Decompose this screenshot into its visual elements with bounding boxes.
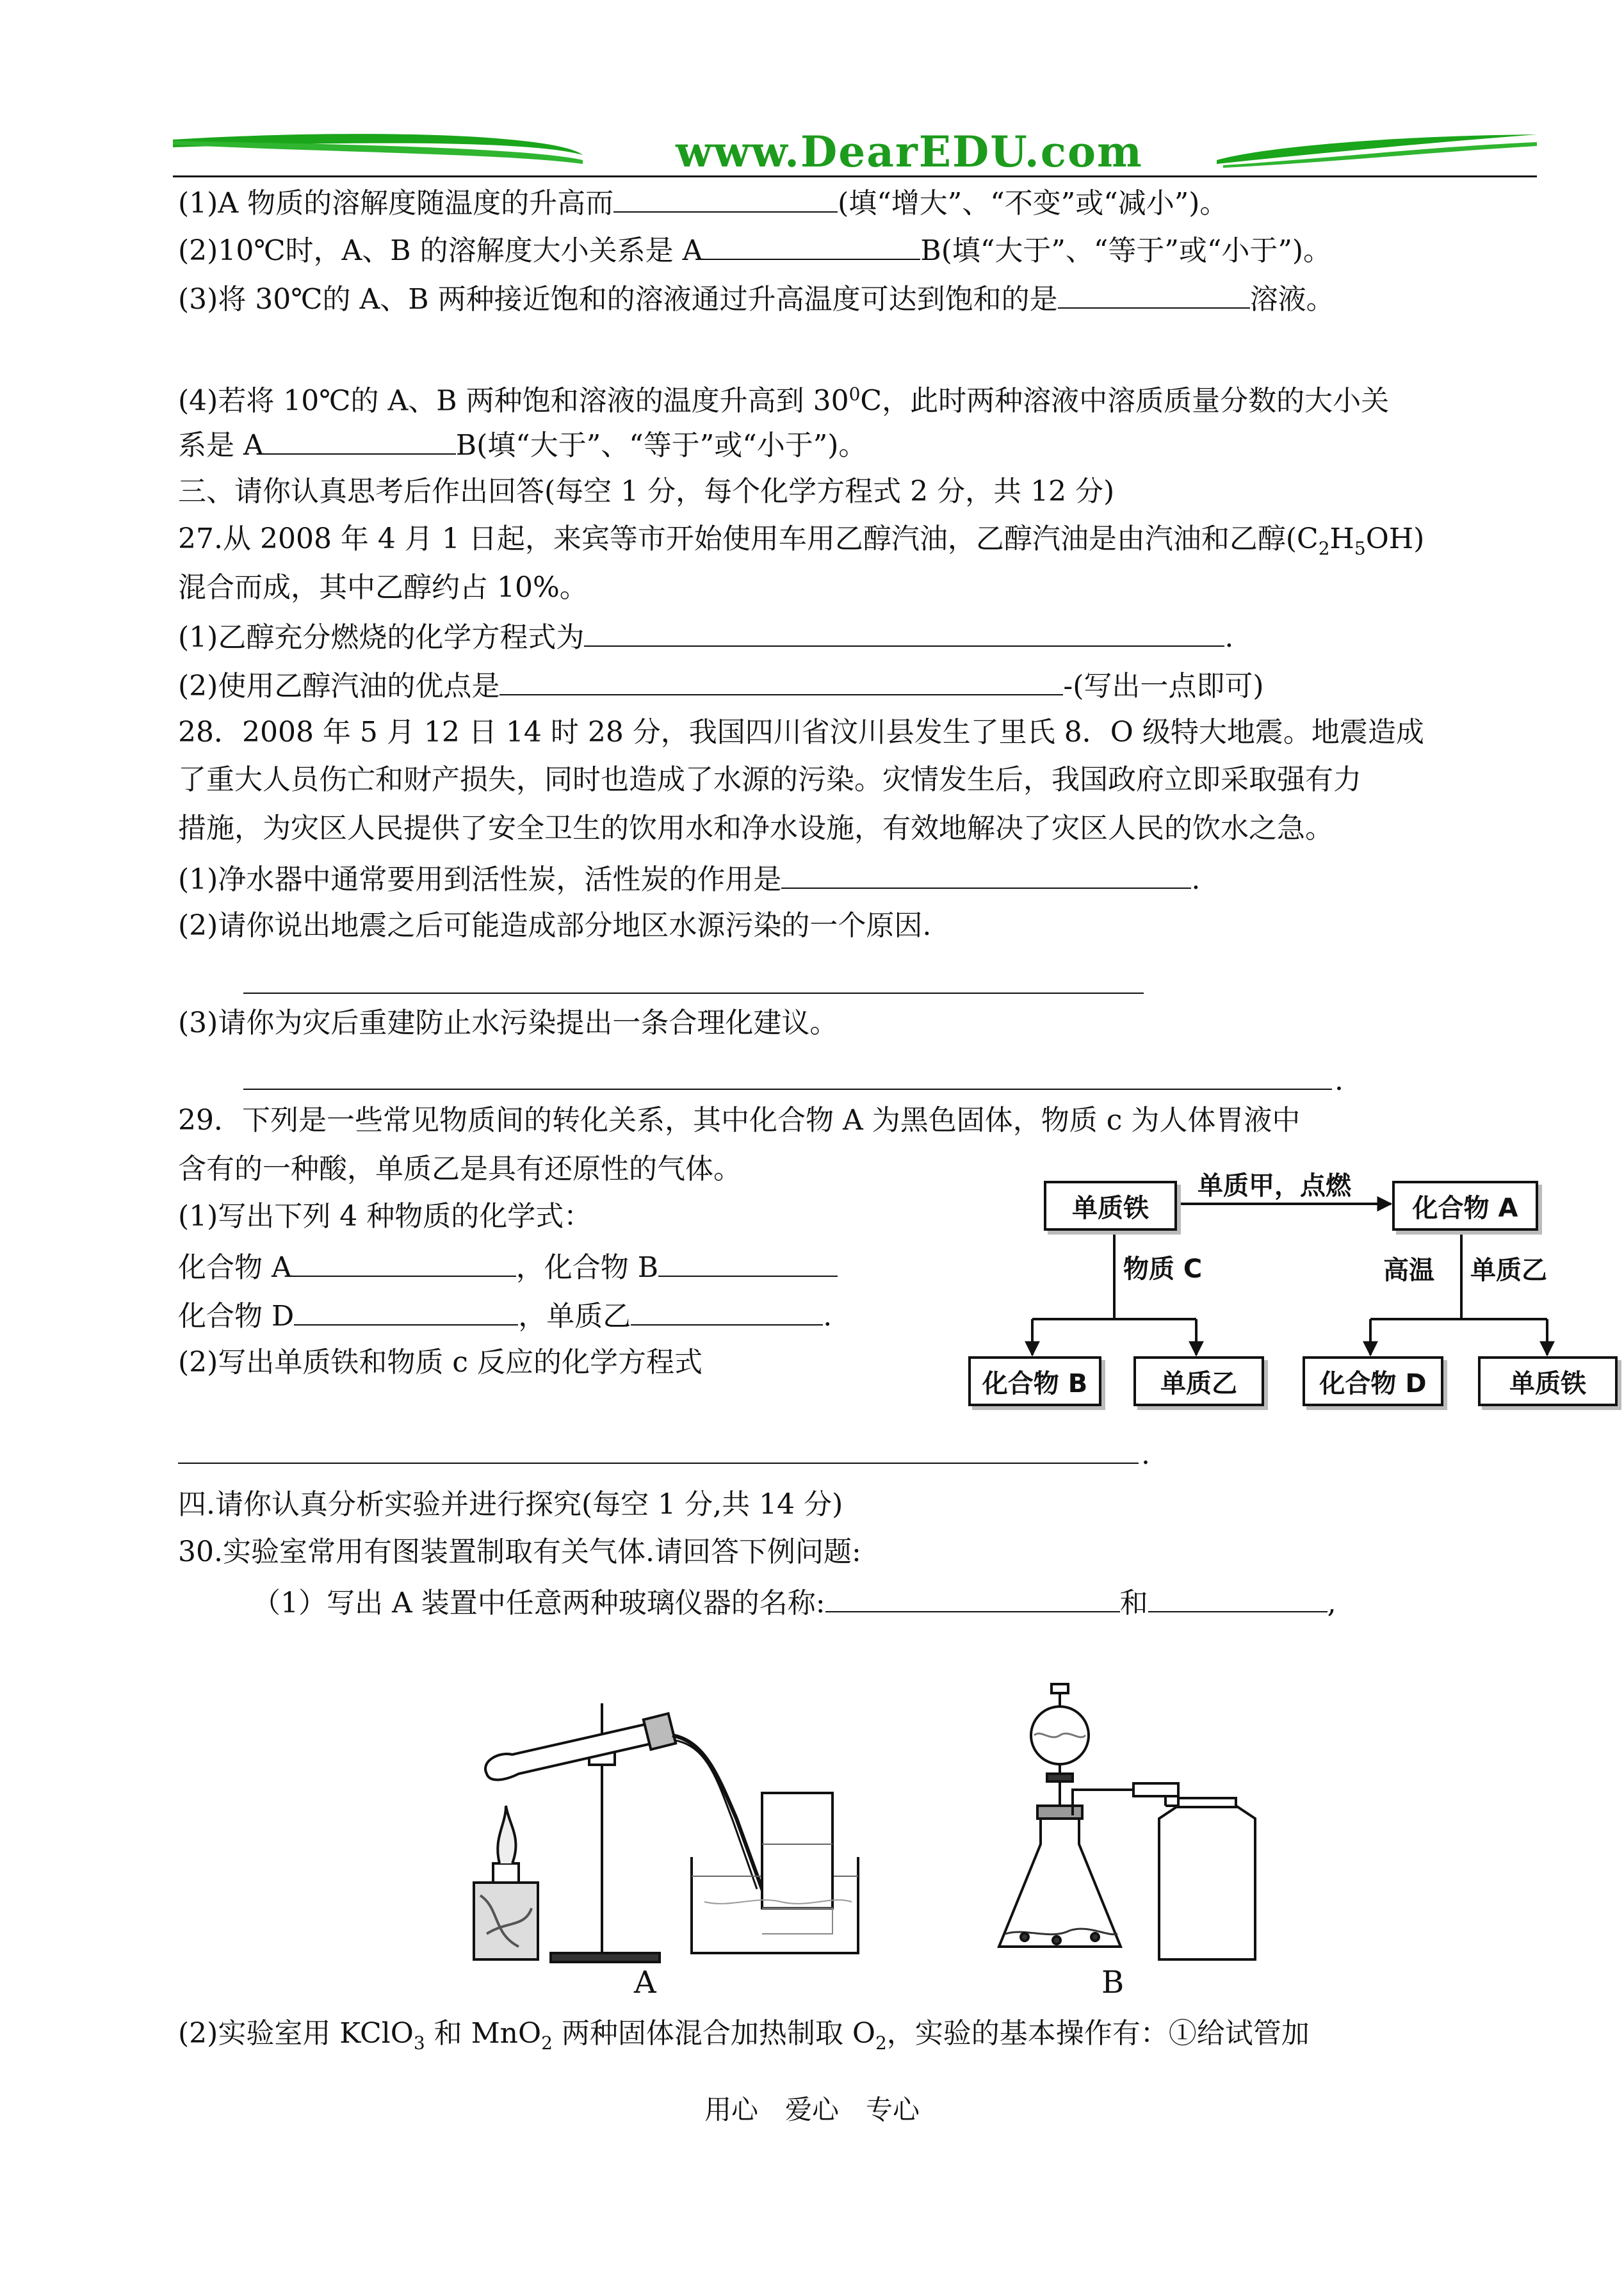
q29-stem-1: 29．下列是一些常见物质间的转化关系，其中化合物 A 为黑色固体，物质 c 为人体胃液中 (178, 1104, 1301, 1137)
q28-stem-1: 28．2008 年 5 月 12 日 14 时 28 分，我国四川省汶川县发生了里氏 8．O 级特大地震。地震造成 (178, 716, 1424, 749)
q26-1-blank[interactable] (613, 183, 838, 213)
reaction-diagram (961, 1165, 1620, 1422)
q26-4-blank[interactable] (264, 425, 456, 455)
diagram-label-top-arrow: 单质甲，点燃 (1198, 1171, 1351, 1201)
diagram-box-iron: 单质铁 (1044, 1181, 1177, 1231)
q26-part4: (4)若将 10℃的 A、B 两种饱和溶液的温度升高到 $30^0C$，此时两种溶液中溶质质量分数的大小关 (178, 384, 1390, 418)
q30-1-blank-b[interactable] (1148, 1583, 1328, 1612)
q26-2-blank[interactable] (702, 231, 920, 260)
apparatus-figure (461, 1678, 1358, 1998)
q28-part2: (2)请你说出地震之后可能造成部分地区水源污染的一个原因. (178, 909, 932, 942)
q26-part4-cont: 系是 A B(填“大于”、“等于”或“小于”)。 (178, 425, 866, 464)
q29-d-blank[interactable] (294, 1296, 518, 1326)
q28-3-blank[interactable] (243, 1089, 1332, 1090)
diagram-box-yi: 单质乙 (1133, 1356, 1264, 1406)
apparatus-a-test-tube (485, 1714, 781, 1895)
q28-part1: (1)净水器中通常要用到活性炭，活性炭的作用是 . (178, 859, 1200, 898)
page-footer: 用心 爱心 专心 (704, 2094, 920, 2125)
q30-1-blank-a[interactable] (825, 1583, 1120, 1612)
apparatus-b-flask (999, 1806, 1121, 1947)
q29-2-end: . (1141, 1438, 1150, 1471)
apparatus-label-a: A (634, 1965, 656, 2000)
header-rule (173, 175, 1537, 177)
diagram-label-substance-c: 物质 C (1123, 1254, 1203, 1284)
diagram-box-compound-b: 化合物 B (968, 1356, 1101, 1406)
diagram-label-yi: 单质乙 (1470, 1256, 1547, 1285)
q26-part3: (3)将 30℃的 A、B 两种接近饱和的溶液通过升高温度可达到饱和的是 溶液。 (178, 279, 1335, 318)
q29-b-blank[interactable] (658, 1247, 838, 1277)
section-4-heading: 四.请你认真分析实验并进行探究(每空 1 分,共 14 分) (178, 1488, 843, 1521)
q26-part1: (1)A 物质的溶解度随温度的升高而 (填“增大”、“不变”或“减小”)。 (178, 183, 1228, 222)
q29-part2: (2)写出单质铁和物质 c 反应的化学方程式 (178, 1346, 702, 1379)
q27-2-blank[interactable] (499, 666, 1063, 695)
q29-stem-2: 含有的一种酸，单质乙是具有还原性的气体。 (178, 1153, 742, 1185)
q27-part1: (1)乙醇充分燃烧的化学方程式为 . (178, 617, 1233, 656)
q27-stem-cont: 混合而成，其中乙醇约占 10%。 (178, 571, 588, 604)
q27-stem: 27.从 2008 年 4 月 1 日起，来宾等市开始使用车用乙醇汽油，乙醇汽油是由汽油和乙醇$(C_2H_5OH)$ (178, 523, 1425, 559)
q28-part3: (3)请你为灾后重建防止水污染提出一条合理化建议。 (178, 1007, 838, 1039)
q28-stem-2: 了重大人员伤亡和财产损失，同时也造成了水源的污染。灾情发生后，我国政府立即采取强有力 (178, 763, 1361, 796)
apparatus-b-gas-bottle (1159, 1798, 1255, 1959)
diagram-label-high-temp: 高温 (1383, 1256, 1434, 1285)
q30-part2: (2)实验室用 KClO$_3$ 和 MnO$_2$ 两种固体混合加热制取 $O_2$，实验的基本操作有：①给试管加 (178, 2017, 1310, 2054)
q28-stem-3: 措施，为灾区人民提供了安全卫生的饮用水和净水设施，有效地解决了灾区人民的饮水之急。 (178, 812, 1333, 845)
diagram-box-compound-d: 化合物 D (1303, 1356, 1443, 1406)
header-logo-text: www.DearEDU.com (676, 127, 1143, 177)
q29-part1: (1)写出下列 4 种物质的化学式： (178, 1200, 592, 1233)
q28-2-blank[interactable] (243, 993, 1144, 994)
q29-compound-ab: 化合物 A ，化合物 B (178, 1247, 838, 1286)
q29-2-blank[interactable] (178, 1463, 1139, 1464)
q27-1-blank[interactable] (584, 617, 1224, 647)
diagram-box-compound-a: 化合物 A (1392, 1181, 1538, 1231)
section-3-heading: 三、请你认真思考后作出回答(每空 1 分，每个化学方程式 2 分，共 12 分) (178, 475, 1115, 508)
apparatus-drawing (461, 1678, 1358, 1998)
header-logo (173, 122, 1537, 179)
q28-3-end: . (1335, 1064, 1344, 1097)
q30-part1: （1）写出 A 装置中任意两种玻璃仪器的名称: 和 , (252, 1583, 1336, 1621)
apparatus-label-b: B (1101, 1965, 1125, 2000)
q29-yi-blank[interactable] (631, 1296, 823, 1326)
diagram-box-iron-2: 单质铁 (1478, 1356, 1618, 1406)
q30-stem: 30.实验室常用有图装置制取有关气体.请回答下例问题: (178, 1536, 861, 1568)
q29-a-blank[interactable] (292, 1247, 516, 1277)
q28-1-blank[interactable] (781, 859, 1191, 889)
q29-compound-dy: 化合物 D ，单质乙 . (178, 1296, 832, 1334)
q26-3-blank[interactable] (1058, 279, 1250, 309)
q26-part2: (2)10℃时，A、B 的溶解度大小关系是 A B(填“大于”、“等于”或“小于”)。 (178, 231, 1331, 269)
apparatus-a-lamp (474, 1806, 538, 1959)
apparatus-a-trough (692, 1793, 858, 1953)
q27-part2: (2)使用乙醇汽油的优点是 -(写出一点即可) (178, 666, 1264, 704)
